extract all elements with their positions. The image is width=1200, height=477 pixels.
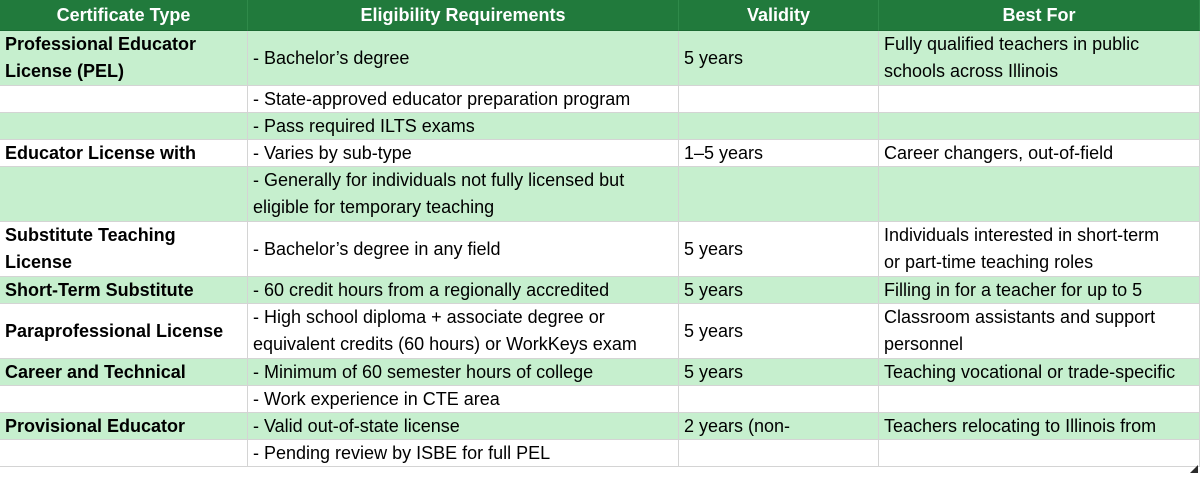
cell-best-for-text: Filling in for a teacher for up to 5 (884, 279, 1143, 300)
cell-validity-text: 5 years (684, 320, 744, 341)
cell-certificate-type[interactable] (0, 31, 248, 86)
header-validity[interactable]: Validity (679, 0, 879, 31)
cell-best-for[interactable] (879, 413, 1200, 440)
cell-certificate-type[interactable] (0, 140, 248, 167)
cell-best-for[interactable] (879, 167, 1200, 222)
cell-validity-text: 2 years (non- (684, 415, 791, 436)
cell-validity-text: 5 years (684, 238, 744, 259)
cell-certificate-type-text: Short-Term Substitute (5, 279, 194, 300)
cell-certificate-type[interactable] (0, 277, 248, 304)
cell-validity[interactable] (679, 386, 879, 413)
cell-eligibility-requirement-text: - Generally for individuals not fully licensed but eligible for temporary teaching (253, 170, 625, 217)
cell-certificate-type[interactable] (0, 359, 248, 386)
header-best-for[interactable]: Best For (879, 0, 1200, 31)
cell-best-for-text: Individuals interested in short-term or part-time teaching roles (884, 225, 1160, 272)
cell-best-for[interactable] (879, 140, 1200, 167)
cell-eligibility-requirement[interactable] (248, 440, 679, 467)
cell-validity-text: 1–5 years (684, 142, 764, 163)
cell-best-for[interactable] (879, 86, 1200, 113)
cell-best-for-text: Career changers, out-of-field (884, 142, 1114, 163)
cell-certificate-type-text: Career and Technical (5, 361, 186, 382)
cell-best-for-text: Teaching vocational or trade-specific (884, 361, 1176, 382)
cell-eligibility-requirement-text: - Pass required ILTS exams (253, 115, 475, 136)
cell-best-for[interactable] (879, 222, 1200, 277)
resize-handle-icon[interactable] (1190, 465, 1198, 473)
cell-certificate-type-text: Educator License with (5, 142, 197, 163)
cell-eligibility-requirement-text: - Minimum of 60 semester hours of college (253, 361, 594, 382)
cell-eligibility-requirement-text: - State-approved educator preparation program (253, 88, 631, 109)
cell-certificate-type[interactable] (0, 304, 248, 359)
cell-eligibility-requirement[interactable] (248, 413, 679, 440)
cell-validity-text: 5 years (684, 361, 744, 382)
cell-validity[interactable] (679, 440, 879, 467)
cell-best-for[interactable] (879, 277, 1200, 304)
cell-eligibility-requirement-text: - Valid out-of-state license (253, 415, 460, 436)
cell-best-for[interactable] (879, 386, 1200, 413)
cell-eligibility-requirement[interactable] (248, 167, 679, 222)
cell-certificate-type[interactable] (0, 113, 248, 140)
cell-best-for[interactable] (879, 440, 1200, 467)
cell-best-for-text: Classroom assistants and support personnel (884, 307, 1156, 354)
cell-validity[interactable] (679, 113, 879, 140)
cell-eligibility-requirement[interactable] (248, 222, 679, 277)
cell-eligibility-requirement[interactable] (248, 86, 679, 113)
cell-eligibility-requirement-text: - 60 credit hours from a regionally accredited (253, 279, 610, 300)
cell-eligibility-requirement-text: - Pending review by ISBE for full PEL (253, 442, 551, 463)
cell-eligibility-requirement[interactable] (248, 304, 679, 359)
cell-validity[interactable] (679, 86, 879, 113)
cell-best-for[interactable] (879, 31, 1200, 86)
cell-certificate-type-text: Provisional Educator (5, 415, 186, 436)
cell-validity[interactable] (679, 167, 879, 222)
cell-eligibility-requirement[interactable] (248, 359, 679, 386)
cell-certificate-type[interactable] (0, 440, 248, 467)
cell-validity[interactable] (679, 359, 879, 386)
cell-eligibility-requirement[interactable] (248, 140, 679, 167)
header-eligibility-requirements[interactable]: Eligibility Requirements (248, 0, 679, 31)
cell-best-for-text: Teachers relocating to Illinois from (884, 415, 1157, 436)
cell-eligibility-requirement-text: - High school diploma + associate degree or equivalent credits (60 hours) or WorkKeys exam (253, 307, 637, 354)
cell-validity[interactable] (679, 304, 879, 359)
cell-validity[interactable] (679, 222, 879, 277)
cell-validity[interactable] (679, 140, 879, 167)
cell-best-for[interactable] (879, 304, 1200, 359)
cell-certificate-type-text: Substitute Teaching License (5, 225, 176, 272)
cell-eligibility-requirement[interactable] (248, 113, 679, 140)
cell-certificate-type-text: Professional Educator License (PEL) (5, 34, 197, 81)
cell-eligibility-requirement-text: - Varies by sub-type (253, 142, 412, 163)
cell-best-for[interactable] (879, 113, 1200, 140)
cell-certificate-type-text: Paraprofessional License (5, 320, 224, 341)
cell-validity[interactable] (679, 31, 879, 86)
cell-validity[interactable] (679, 277, 879, 304)
cell-validity-text: 5 years (684, 47, 744, 68)
cell-eligibility-requirement[interactable] (248, 31, 679, 86)
cell-eligibility-requirement-text: - Work experience in CTE area (253, 388, 500, 409)
cell-best-for-text: Fully qualified teachers in public schools across Illinois (884, 34, 1140, 81)
cell-eligibility-requirement[interactable] (248, 386, 679, 413)
cell-certificate-type[interactable] (0, 413, 248, 440)
header-certificate-type[interactable]: Certificate Type (0, 0, 248, 31)
cell-validity[interactable] (679, 413, 879, 440)
cell-best-for[interactable] (879, 359, 1200, 386)
cell-validity-text: 5 years (684, 279, 744, 300)
cell-certificate-type[interactable] (0, 222, 248, 277)
cell-certificate-type[interactable] (0, 386, 248, 413)
cell-eligibility-requirement[interactable] (248, 277, 679, 304)
cell-eligibility-requirement-text: - Bachelor’s degree in any field (253, 238, 501, 259)
cell-certificate-type[interactable] (0, 167, 248, 222)
cell-certificate-type[interactable] (0, 86, 248, 113)
cell-eligibility-requirement-text: - Bachelor’s degree (253, 47, 410, 68)
